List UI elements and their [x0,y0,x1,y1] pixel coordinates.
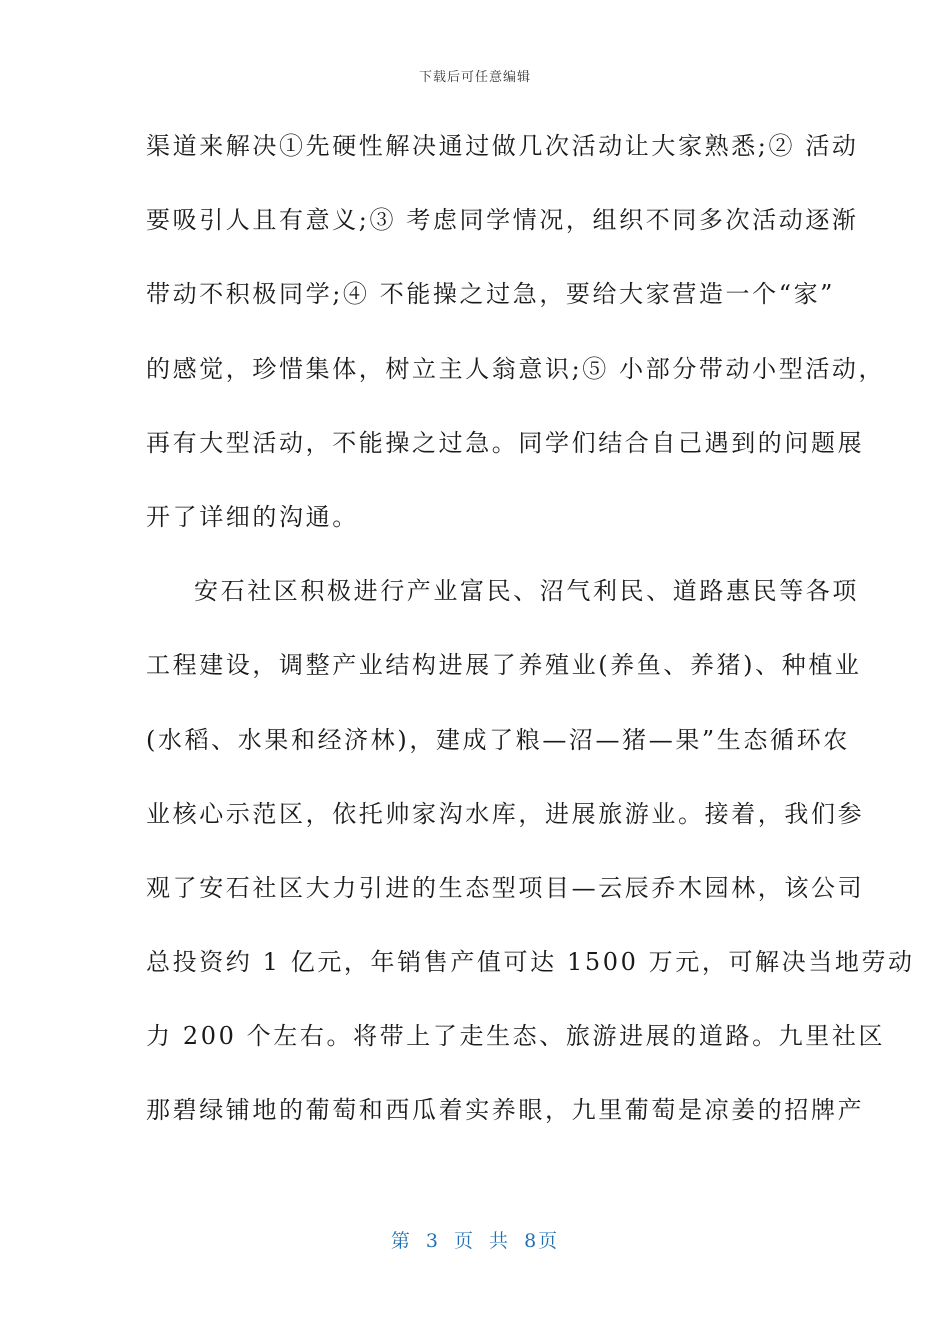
page-header: 下载后可任意编辑 [418,70,531,85]
document-body [146,118,915,1157]
text-line: 业核心示范区，依托帅家沟水库，进展旅游业。接着，我们参 [146,799,865,828]
text-line: 要吸引人且有意义;③ 考虑同学情况，组织不同多次活动逐渐 [146,206,859,235]
text-line: 再有大型活动，不能操之过急。同学们结合自己遇到的问题展 [146,428,865,457]
text-line: 总投资约 1 亿元，年销售产值可达 1500 万元，可解决当地劳动 [146,948,915,977]
text-line: 渠道来解决①先硬性解决通过做几次活动让大家熟悉;② 活动 [146,132,859,160]
text-line: 观了安石社区大力引进的生态型项目—云辰乔木园林，该公司 [146,873,865,902]
text-line: (水稻、水果和经济林)，建成了粮—沼—猪—果”生态循环农 [146,725,850,754]
text-line: 那碧绿铺地的葡萄和西瓜着实养眼，九里葡萄是凉姜的招牌产 [146,1096,865,1125]
text-line: 开了详细的沟通。 [146,502,359,531]
text-line: 的感觉，珍惜集体，树立主人翁意识;⑤ 小部分带动小型活动， [146,354,886,383]
text-line: 安石社区积极进行产业富民、沼气利民、道路惠民等各项 [194,577,859,606]
text-line: 力 200 个左右。将带上了走生态、旅游进展的道路。九里社区 [146,1022,886,1051]
page-number: 第 3 页 共 8页 [390,1230,560,1252]
text-line: 工程建设，调整产业结构进展了养殖业(养鱼、养猪)、种植业 [146,651,862,680]
text-line: 带动不积极同学;④ 不能操之过急，要给大家营造一个“家” [146,280,836,309]
